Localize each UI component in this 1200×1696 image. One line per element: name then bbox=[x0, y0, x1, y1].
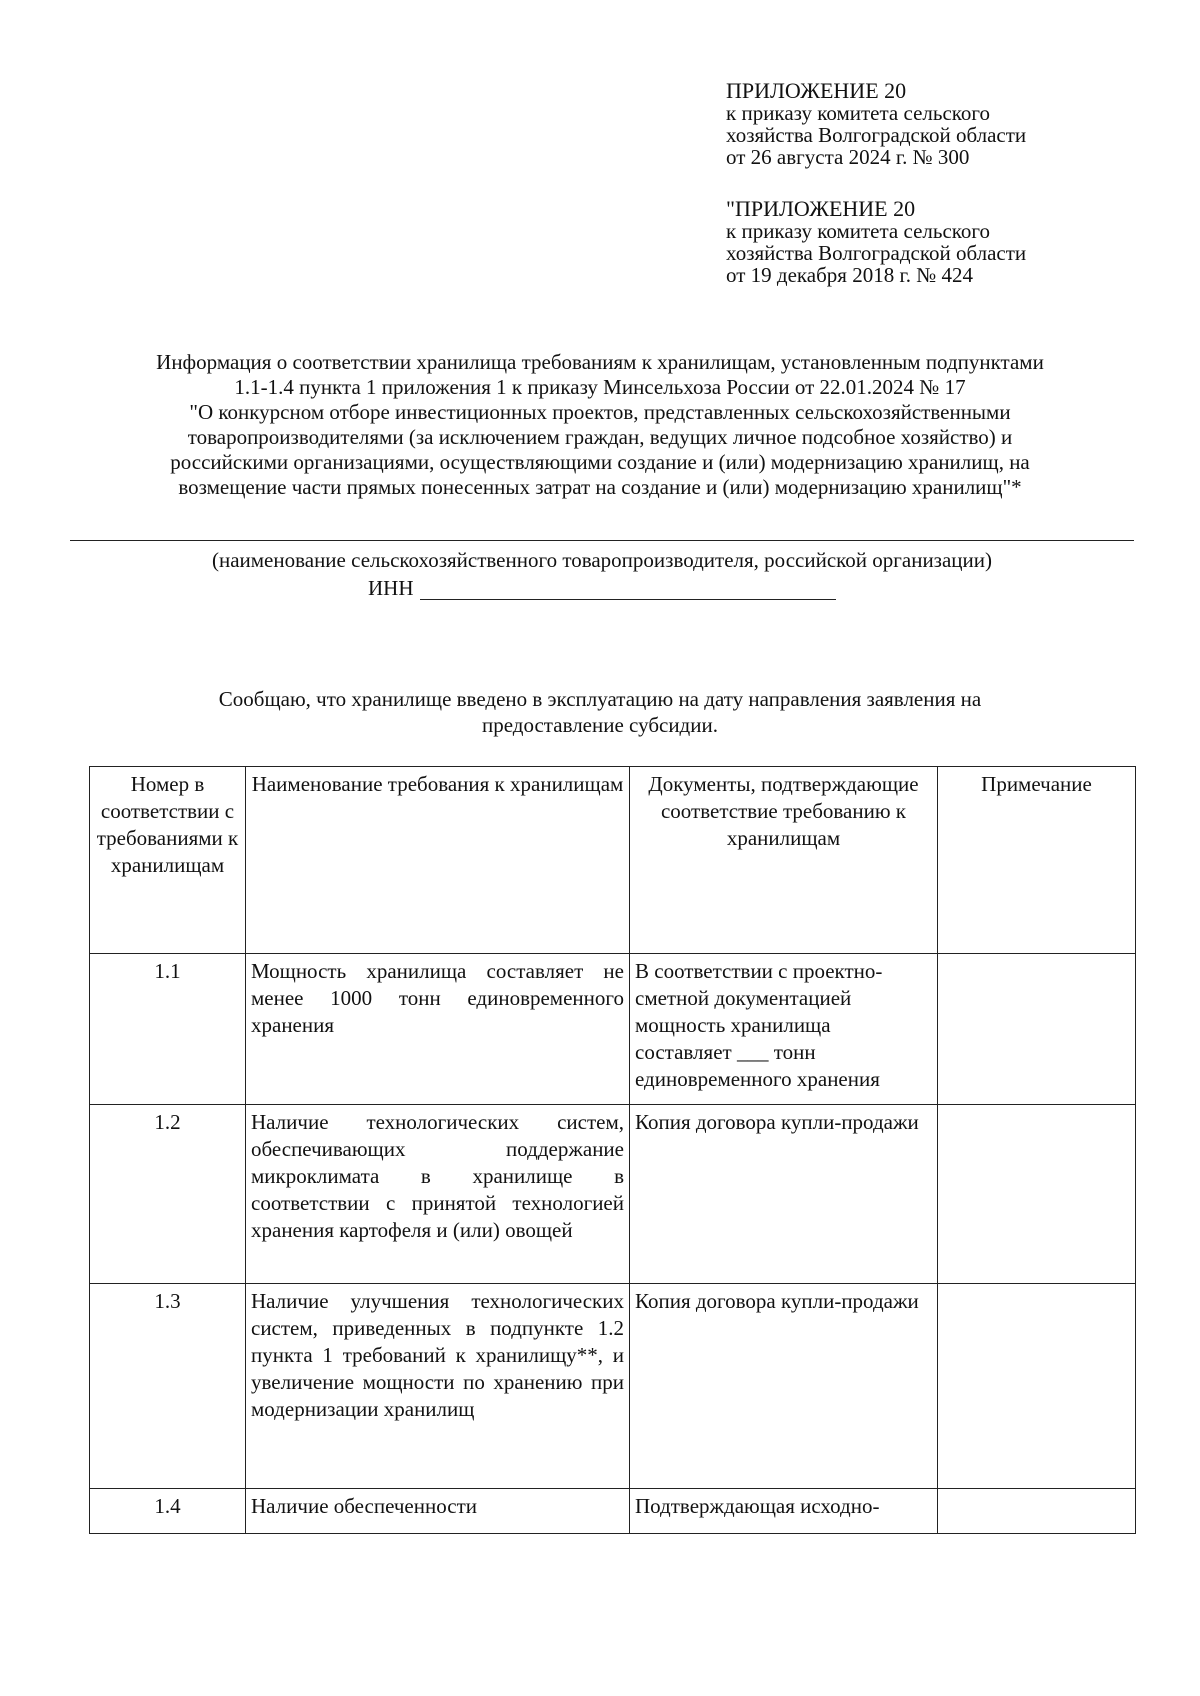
cell-note bbox=[938, 1105, 1136, 1284]
message-line: Сообщаю, что хранилище введено в эксплуатацию на дату направления заявления на bbox=[218, 687, 982, 711]
header-number: Номер в соответствии с требованиями к хранилищам bbox=[90, 767, 246, 954]
title-line: Информация о соответствии хранилища требованиям к хранилищам, установленным подпунктами bbox=[156, 350, 1044, 374]
header-requirement: Наименование требования к хранилищам bbox=[246, 767, 630, 954]
cell-number: 1.4 bbox=[90, 1489, 246, 1534]
appendix-heading: ПРИЛОЖЕНИЕ 20 bbox=[726, 78, 907, 103]
appendix-line: от 19 декабря 2018 г. № 424 bbox=[726, 263, 973, 287]
table-row bbox=[90, 1489, 1136, 1534]
cell-requirement: Наличие улучшения технологических систем, приведенных в подпункте 1.2 пункта 1 требований к хранилищу**, и увеличение мощности по хранению при модернизации хранилищ bbox=[246, 1284, 630, 1489]
cell-number: 1.2 bbox=[90, 1105, 246, 1284]
requirements-table bbox=[89, 766, 1136, 1534]
cell-documents: Подтверждающая исходно- bbox=[630, 1489, 938, 1534]
appendix-line: хозяйства Волгоградской области bbox=[726, 241, 1027, 265]
appendix-previous bbox=[726, 198, 1146, 286]
header-note: Примечание bbox=[938, 767, 1136, 954]
message-text bbox=[120, 686, 1080, 738]
title-line: товаропроизводителями (за исключением граждан, ведущих личное подсобное хозяйство) и bbox=[187, 425, 1013, 449]
title-line: возмещение части прямых понесенных затрат на создание и (или) модернизацию хранилищ"* bbox=[178, 475, 1022, 499]
appendix-line: к приказу комитета сельского bbox=[726, 219, 991, 243]
cell-requirement: Наличие обеспеченности bbox=[246, 1489, 630, 1534]
cell-note bbox=[938, 954, 1136, 1105]
table-row bbox=[90, 1284, 1136, 1489]
appendix-heading: "ПРИЛОЖЕНИЕ 20 bbox=[726, 196, 916, 221]
cell-requirement: Наличие технологических систем, обеспечивающих поддержание микроклимата в хранилище в соответствии с принятой технологией хранения картофеля и (или) овощей bbox=[246, 1105, 630, 1284]
org-name-blank-line bbox=[70, 540, 1134, 541]
appendix-line: к приказу комитета сельского bbox=[726, 101, 991, 125]
header-documents: Документы, подтверждающие соответствие требованию к хранилищам bbox=[630, 767, 938, 954]
cell-note bbox=[938, 1284, 1136, 1489]
document-title bbox=[70, 350, 1130, 500]
cell-note bbox=[938, 1489, 1136, 1534]
cell-requirement: Мощность хранилища составляет не менее 1000 тонн единовременного хранения bbox=[246, 954, 630, 1105]
appendix-line: от 26 августа 2024 г. № 300 bbox=[726, 145, 970, 169]
title-line: 1.1-1.4 пункта 1 приложения 1 к приказу Минсельхоза России от 22.01.2024 № 17 bbox=[234, 375, 966, 399]
inn-label: ИНН bbox=[368, 576, 414, 600]
cell-documents: Копия договора купли-продажи bbox=[630, 1284, 938, 1489]
message-line: предоставление субсидии. bbox=[482, 713, 718, 737]
inn-row bbox=[368, 576, 836, 600]
title-line: "О конкурсном отборе инвестиционных проектов, представленных сельскохозяйственными bbox=[189, 400, 1011, 424]
cell-number: 1.3 bbox=[90, 1284, 246, 1489]
appendix-line: хозяйства Волгоградской области bbox=[726, 123, 1027, 147]
inn-blank-line bbox=[420, 579, 836, 600]
org-name-caption: (наименование сельскохозяйственного товаропроизводителя, российской организации) bbox=[211, 548, 993, 572]
cell-documents: В соответствии с проектно-сметной документацией мощность хранилища составляет ___ тонн единовременного хранения bbox=[630, 954, 938, 1105]
appendix-current bbox=[726, 80, 1146, 168]
table-header-row bbox=[90, 767, 1136, 954]
table-row bbox=[90, 1105, 1136, 1284]
cell-documents: Копия договора купли-продажи bbox=[630, 1105, 938, 1284]
title-line: российскими организациями, осуществляющими создание и (или) модернизацию хранилищ, на bbox=[170, 450, 1030, 474]
table-row bbox=[90, 954, 1136, 1105]
cell-number: 1.1 bbox=[90, 954, 246, 1105]
